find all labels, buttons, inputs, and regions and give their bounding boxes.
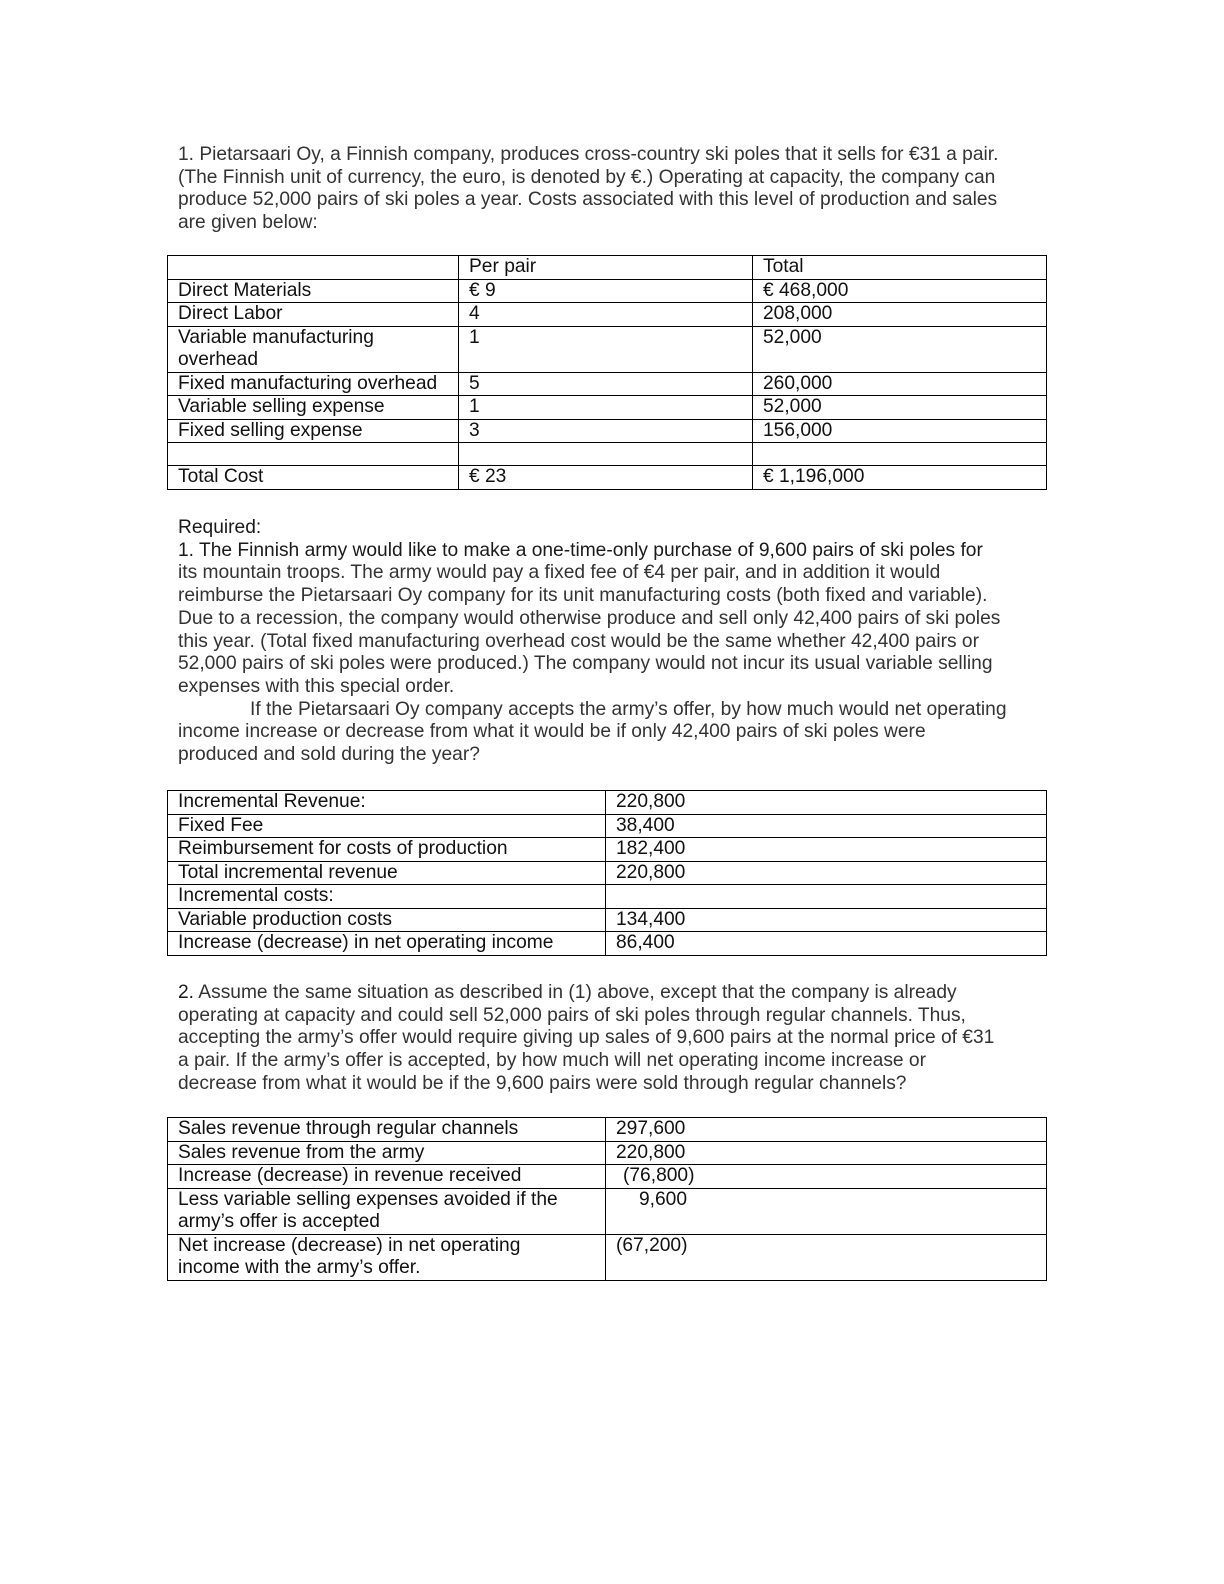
value-cell: 9,600 xyxy=(606,1188,1047,1234)
value-cell: (67,200) xyxy=(606,1234,1047,1280)
table-row xyxy=(168,1165,1047,1189)
question-2-line: operating at capacity and could sell 52,000 pairs of ski poles through regular channels. Thus, xyxy=(178,1004,966,1026)
per-pair-cell: 5 xyxy=(459,372,753,396)
total-row xyxy=(168,466,1047,490)
row-label: Variable selling expense xyxy=(168,396,459,420)
question-line: produced and sold during the year? xyxy=(178,744,480,766)
required-line: 52,000 pairs of ski poles were produced.) The company would not incur its usual variable selling xyxy=(178,653,993,675)
value-cell: 182,400 xyxy=(606,838,1047,862)
table-row xyxy=(168,814,1047,838)
cost-table xyxy=(167,255,1047,490)
row-label: Direct Materials xyxy=(168,279,459,303)
header-cell xyxy=(168,256,459,280)
table-row xyxy=(168,908,1047,932)
intro-line: 1. Pietarsaari Oy, a Finnish company, produces cross-country ski poles that it sells for €31 a pair. xyxy=(178,144,999,165)
required-line: 1. The Finnish army would like to make a one-time-only purchase of 9,600 pairs of ski poles for xyxy=(178,539,983,561)
total-cell xyxy=(753,443,1047,466)
total-cell: € 468,000 xyxy=(753,279,1047,303)
per-pair-cell: 1 xyxy=(459,326,753,372)
value-cell: 86,400 xyxy=(606,932,1047,956)
total-cell: 208,000 xyxy=(753,303,1047,327)
required-section xyxy=(178,517,1040,767)
required-heading: Required: xyxy=(178,517,262,538)
question-2-number: 2. xyxy=(178,982,195,1003)
table-row xyxy=(168,1141,1047,1165)
question-2-line: a pair. If the army’s offer is accepted, by how much will net operating income increase or xyxy=(178,1050,926,1072)
intro-line: are given below: xyxy=(178,212,318,234)
intro-line: (The Finnish unit of currency, the euro, is denoted by €.) Operating at capacity, the company can xyxy=(178,166,996,188)
required-line: this year. (Total fixed manufacturing overhead cost would be the same whether 42,400 pairs or xyxy=(178,630,979,652)
header-cell: Per pair xyxy=(459,256,753,280)
required-line: its mountain troops. The army would pay a fixed fee of €4 per pair, and in addition it would xyxy=(178,562,941,584)
value-cell: 220,800 xyxy=(606,861,1047,885)
row-label: Incremental costs: xyxy=(168,885,606,909)
per-pair-cell xyxy=(459,443,753,466)
row-label: Variable manufacturing overhead xyxy=(168,326,459,372)
total-cell: 260,000 xyxy=(753,372,1047,396)
value-cell: 220,800 xyxy=(606,1141,1047,1165)
per-pair-cell: € 23 xyxy=(459,466,753,490)
table-row xyxy=(168,1188,1047,1234)
question-2-line xyxy=(178,982,1040,1005)
header-cell: Total xyxy=(753,256,1047,280)
row-label: Sales revenue through regular channels xyxy=(168,1118,606,1142)
per-pair-cell: 3 xyxy=(459,419,753,443)
question-2-paragraph xyxy=(178,982,1040,1096)
per-pair-cell: € 9 xyxy=(459,279,753,303)
total-cell: 52,000 xyxy=(753,326,1047,372)
incremental-table xyxy=(167,790,1047,956)
row-label: Variable production costs xyxy=(168,908,606,932)
required-line: reimburse the Pietarsaari Oy company for its unit manufacturing costs (both fixed and variable). xyxy=(178,585,988,607)
table-row xyxy=(168,885,1047,909)
value-cell: 134,400 xyxy=(606,908,1047,932)
row-label: Total incremental revenue xyxy=(168,861,606,885)
row-label: Sales revenue from the army xyxy=(168,1141,606,1165)
row-label: Fixed selling expense xyxy=(168,419,459,443)
question-2-line: decrease from what it would be if the 9,600 pairs were sold through regular channels? xyxy=(178,1072,907,1094)
value-cell: (76,800) xyxy=(606,1165,1047,1189)
per-pair-cell: 4 xyxy=(459,303,753,327)
row-label: Reimbursement for costs of production xyxy=(168,838,606,862)
table-row xyxy=(168,326,1047,372)
row-label xyxy=(168,443,459,466)
table-row xyxy=(168,932,1047,956)
row-label: Incremental Revenue: xyxy=(168,791,606,815)
table-row xyxy=(168,1118,1047,1142)
question-2-line: accepting the army’s offer would require giving up sales of 9,600 pairs at the normal price of €31 xyxy=(178,1027,995,1049)
table-row xyxy=(168,279,1047,303)
row-label: Increase (decrease) in revenue received xyxy=(168,1165,606,1189)
capacity-table xyxy=(167,1117,1047,1281)
row-label: Fixed manufacturing overhead xyxy=(168,372,459,396)
total-cell: € 1,196,000 xyxy=(753,466,1047,490)
required-line: Due to a recession, the company would otherwise produce and sell only 42,400 pairs of ski poles xyxy=(178,607,1001,629)
table-row xyxy=(168,1234,1047,1280)
row-label: Increase (decrease) in net operating income xyxy=(168,932,606,956)
row-label: Net increase (decrease) in net operating income with the army’s offer. xyxy=(168,1234,606,1280)
intro-line: produce 52,000 pairs of ski poles a year. Costs associated with this level of production and sales xyxy=(178,189,998,211)
row-label: Less variable selling expenses avoided if the army’s offer is accepted xyxy=(168,1188,606,1234)
value-cell: 220,800 xyxy=(606,791,1047,815)
row-label: Fixed Fee xyxy=(168,814,606,838)
row-label: Total Cost xyxy=(168,466,459,490)
table-row xyxy=(168,372,1047,396)
table-row xyxy=(168,861,1047,885)
row-label: Direct Labor xyxy=(168,303,459,327)
total-cell: 156,000 xyxy=(753,419,1047,443)
total-cell: 52,000 xyxy=(753,396,1047,420)
question-2-text: Assume the same situation as described in (1) above, except that the company is already xyxy=(198,982,957,1003)
table-row xyxy=(168,791,1047,815)
per-pair-cell: 1 xyxy=(459,396,753,420)
question-line: income increase or decrease from what it would be if only 42,400 pairs of ski poles were xyxy=(178,721,926,743)
question-line xyxy=(178,699,1040,722)
value-cell: 38,400 xyxy=(606,814,1047,838)
intro-paragraph xyxy=(178,144,1040,235)
table-row xyxy=(168,419,1047,443)
question-text: If the Pietarsaari Oy company accepts the army’s offer, by how much would net operating xyxy=(250,698,1007,720)
blank-row xyxy=(168,443,1047,466)
table-header-row xyxy=(168,256,1047,280)
table-row xyxy=(168,838,1047,862)
table-row xyxy=(168,303,1047,327)
required-line: expenses with this special order. xyxy=(178,675,455,697)
table-row xyxy=(168,396,1047,420)
value-cell: 297,600 xyxy=(606,1118,1047,1142)
value-cell xyxy=(606,885,1047,909)
